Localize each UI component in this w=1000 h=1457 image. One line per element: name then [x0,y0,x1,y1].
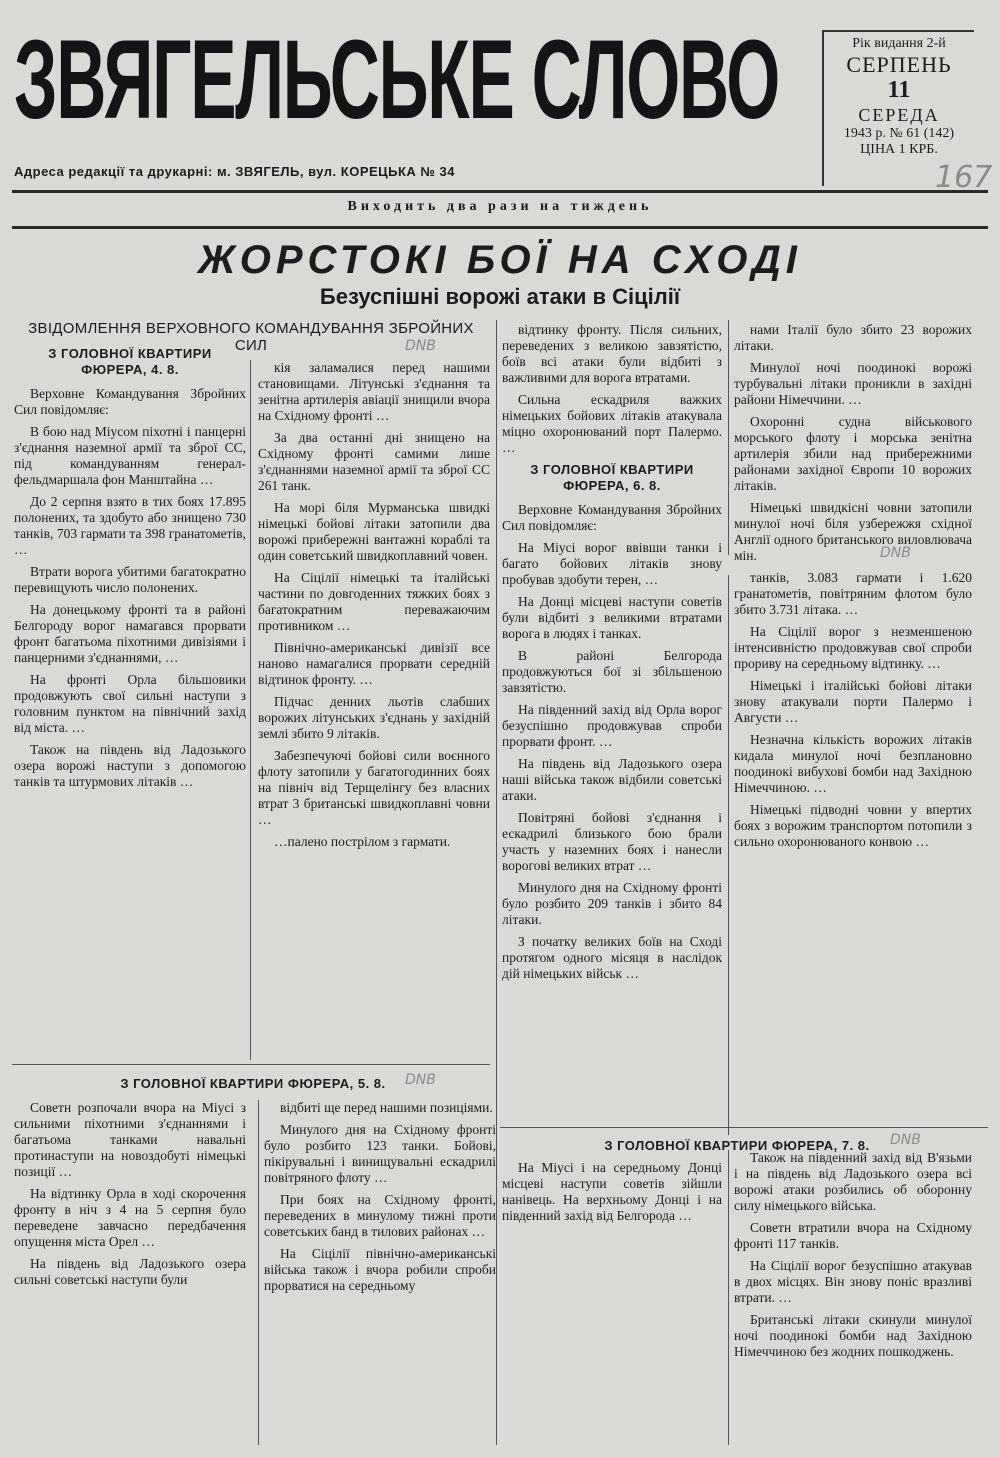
publication-frequency: Виходить два рази на тиждень [347,199,653,214]
paragraph: На Сіцілії німецькі та італійські частини по довгоденних тяжких боях з багатократним переважаючим противником … [258,570,490,633]
paragraph: Німецькі підводні човни у впертих боях з ворожим транспортом потопили з сильно охоронюваного конвою … [734,802,972,849]
paragraph: На південь від Ладозького озера наші війська також відбили советські атаки. [502,756,722,803]
paragraph: Советн втратили вчора на Східному фронті 117 танків. [734,1220,972,1251]
paragraph: На південний захід від Орла ворог безуспішно продовжував спроби прорвати фронт. … [502,702,722,749]
frequency-rule [12,226,988,229]
paragraph: На південь від Ладозького озера сильні советські наступи були [14,1256,246,1287]
paragraph: В бою над Міусом піхотні і панцерні з'єднання наземної армії та зброї СС, під командуванням генерал-фельдмаршала фон Манштайна … [14,424,246,487]
column-8 [734,1150,972,1445]
column-7 [502,1160,722,1445]
paragraph: На донецькому фронті та в районі Белгороду ворог намагався прорвати фронт багатьома піхотними дивізіями і панцерними з'єднаннями, … [14,602,246,665]
paragraph: Минулого дня на Східному фронті було розбито 123 танки. Бойові, пікірувальні і винищувальні ескадрилі повітряного флоту … [264,1122,496,1185]
report-title: ЗВІДОМЛЕННЯ ВЕРХОВНОГО КОМАНДУВАННЯ ЗБРОЙНИХ СИЛ [28,320,474,354]
column-6 [264,1100,496,1445]
section-heading: З ГОЛОВНОЇ КВАРТИРИ ФЮРЕРА, 6. 8. [530,462,694,493]
paragraph: На Сіцілії ворог з незменшеною інтенсивністю продовжував свої спроби прориву на середньому відтинку. … [734,624,972,671]
section-rule [12,1064,490,1065]
column-divider [728,320,729,555]
paragraph: Верховне Командування Збройних Сил повідомляє: [14,386,246,417]
paragraph: Втрати ворога убитими багатократно перевищують число полонених. [14,564,246,595]
column-1 [14,340,246,1060]
section-rule [500,1127,988,1128]
paragraph: нами Італії було збито 23 ворожих літаки. [734,322,972,353]
column-5 [14,1100,246,1445]
paragraph: Повітряні бойові з'єднання і ескадрилі близького бою брали участь у наземних боях і нанесли ворогові великих втрат … [502,810,722,873]
column-2 [258,360,490,1060]
paragraph: Підчас денних льотів слабших ворожих літунських з'єднань у західній землі збито 9 літаків. [258,694,490,741]
pencil-mark: DNB [880,545,911,561]
paragraph: До 2 серпня взято в тих боях 17.895 полонених, та здобуто або знищено 730 танків, 703 гармати та 398 гранатометів, … [14,494,246,557]
paragraph: кія заламалися перед нашими становищами. Літунські з'єднання та зенітна артилерія авіації знищили вчора на Східному фронті … [258,360,490,423]
paragraph: відбиті ще перед нашими позиціями. [280,1100,493,1115]
paragraph: Охоронні судна військового морського флоту і морська зенітна артилерія збили над прибережними районами західної Європи 10 ворожих літаків. [734,414,972,493]
paragraph: При боях на Східному фронті, переведених в минулому тижні проти советських банд в тилових районах … [264,1192,496,1239]
issue-number: 1943 р. № 61 (142) [843,125,955,141]
paragraph: В районі Белгорода продовжуються бої зі збільшеною завзятістю. [502,648,722,695]
paragraph: Минулої ночі поодинокі ворожі турбувальні літаки проникли в західні райони Німеччини. … [734,360,972,407]
pencil-mark: DNB [405,338,436,354]
column-divider [728,1150,729,1445]
main-headline: ЖОРСТОКІ БОЇ НА СХОДІ [198,238,802,282]
paragraph: Незначна кількість ворожих літаків кидала минулої ночі безплановно поодинокі вибухові бомби над Західною Німеччиною. … [734,732,972,795]
paragraph: На Донці місцеві наступи советів були відбиті з великими втратами ворога в людях і танках. [502,594,722,641]
paragraph: Також на південний захід від В'язьми і на південь від Ладозького озера всі ворожі атаки розбились об оборонну силу німецького війська. [734,1150,972,1213]
paragraph: На Сіцілії ворог безуспішно атакував в двох місцях. Він знову поніс вразливі втрати. … [734,1258,972,1305]
column-divider [496,320,497,1445]
paragraph: Минулого дня на Східному фронті було розбито 209 танків і збито 84 літаки. [502,880,722,927]
paragraph: відтинку фронту. Після сильних, переведених з великою завзятістю, боїв всі атаки були відбиті з важливими для ворога втратами. [502,322,722,385]
section-heading: З ГОЛОВНОЇ КВАРТИРИ ФЮРЕРА, 4. 8. [48,346,212,377]
paragraph: На Міусі ворог ввівши танки і багато бойових літаків знову пробував здобути терен, … [502,540,722,587]
paragraph: За два останні дні знищено на Східному фронті самими лише з'єднаннями наземної армії та зброї СС 261 танк. [258,430,490,493]
masthead-rule [12,190,988,193]
issue-weekday: СЕРЕДА [858,104,940,125]
newspaper-title: ЗВЯГЕЛЬСЬКЕ СЛОВО [14,17,779,142]
paragraph: На Сіцілії північно-американські війська також і вчора робили спроби прорватися на середньому [264,1246,496,1293]
section-heading: З ГОЛОВНОЇ КВАРТИРИ ФЮРЕРА, 5. 8. [120,1076,386,1091]
paragraph: Також на південь від Ладозького озера ворожі наступи з допомогою танків та штурмових літаків … [14,742,246,789]
paragraph: Сильна ескадриля важких німецьких бойових літаків атакувала міцно охоронюваний порт Палермо. … [502,392,722,455]
column-divider [250,360,251,1060]
pencil-mark: 167 [935,160,993,195]
issue-day: 11 [887,77,911,104]
paragraph: З початку великих боїв на Сході протягом одного місяця в наслідок дій німецьких військ … [502,934,722,981]
paragraph: танків, 3.083 гармати і 1.620 гранатометів, повітряним флотом було збито 3.731 літака. … [734,570,972,617]
paragraph: На фронті Орла більшовики продовжують свої сильні наступи з головним пунктом на північний захід від міста. … [14,672,246,735]
column-divider [728,575,729,1135]
section-heading: З ГОЛОВНОЇ КВАРТИРИ ФЮРЕРА, 7. 8. [604,1138,870,1153]
paragraph: Північно-американські дивізії все наново намагалися прорвати середній відтинок фронту. … [258,640,490,687]
paragraph: Забезпечуючі бойові сили воєнного флоту затопили у багатогодинних боях на північ від Терщелінгу без власних втрат 3 британські швидкоплавні човни … [258,748,490,827]
paragraph: Советн розпочали вчора на Міусі з сильними піхотними з'єднаннями і багатьома танками навальні протинаступи на новоздобуті німецькі позиції … [14,1100,246,1179]
paragraph: Німецькі швидкісні човни затопили минулої ночі біля узбережжя східної Англії одного британського виловлювача мін. [734,500,972,563]
paragraph: …палено пострілом з гармати. [274,834,451,849]
pencil-mark: DNB [405,1072,436,1088]
paragraph: На відтинку Орла в ході скорочення фронту в ніч з 4 на 5 серпня було переведене завчасно передбачення опущення міста Орел … [14,1186,246,1249]
pencil-mark: DNB [890,1132,921,1148]
year-line: Рік видання 2-й [852,36,946,51]
column-3 [502,322,722,1122]
issue-price: ЦІНА 1 КРБ. [860,141,938,157]
sub-headline: Безуспішні ворожі атаки в Сіцілії [319,284,681,309]
column-4 [734,322,972,1122]
paragraph: Німецькі і італійські бойові літаки знову атакували порти Палермо і Августи … [734,678,972,725]
paragraph: На Міусі і на середньому Донці місцеві наступи советів зійшли нанівець. На верхньому Донці і на південний захід від Белгорода … [502,1160,722,1223]
column-divider [258,1100,259,1445]
paragraph: Британські літаки скинули минулої ночі поодинокі бомби над Західною Німеччиною без жодних пошкоджень. [734,1312,972,1359]
editorial-address: Адреса редакції та друкарні: м. ЗВЯГЕЛЬ, вул. КОРЕЦЬКА № 34 [14,164,455,179]
issue-month: СЕРПЕНЬ [846,52,952,78]
paragraph: Верховне Командування Збройних Сил повідомляє: [502,502,722,533]
masthead [14,17,984,190]
paragraph: На морі біля Мурманська швидкі німецькі бойові літаки затопили два ворожі прибережні вантажні кораблі та один советський швидкоплавний човен. [258,500,490,563]
